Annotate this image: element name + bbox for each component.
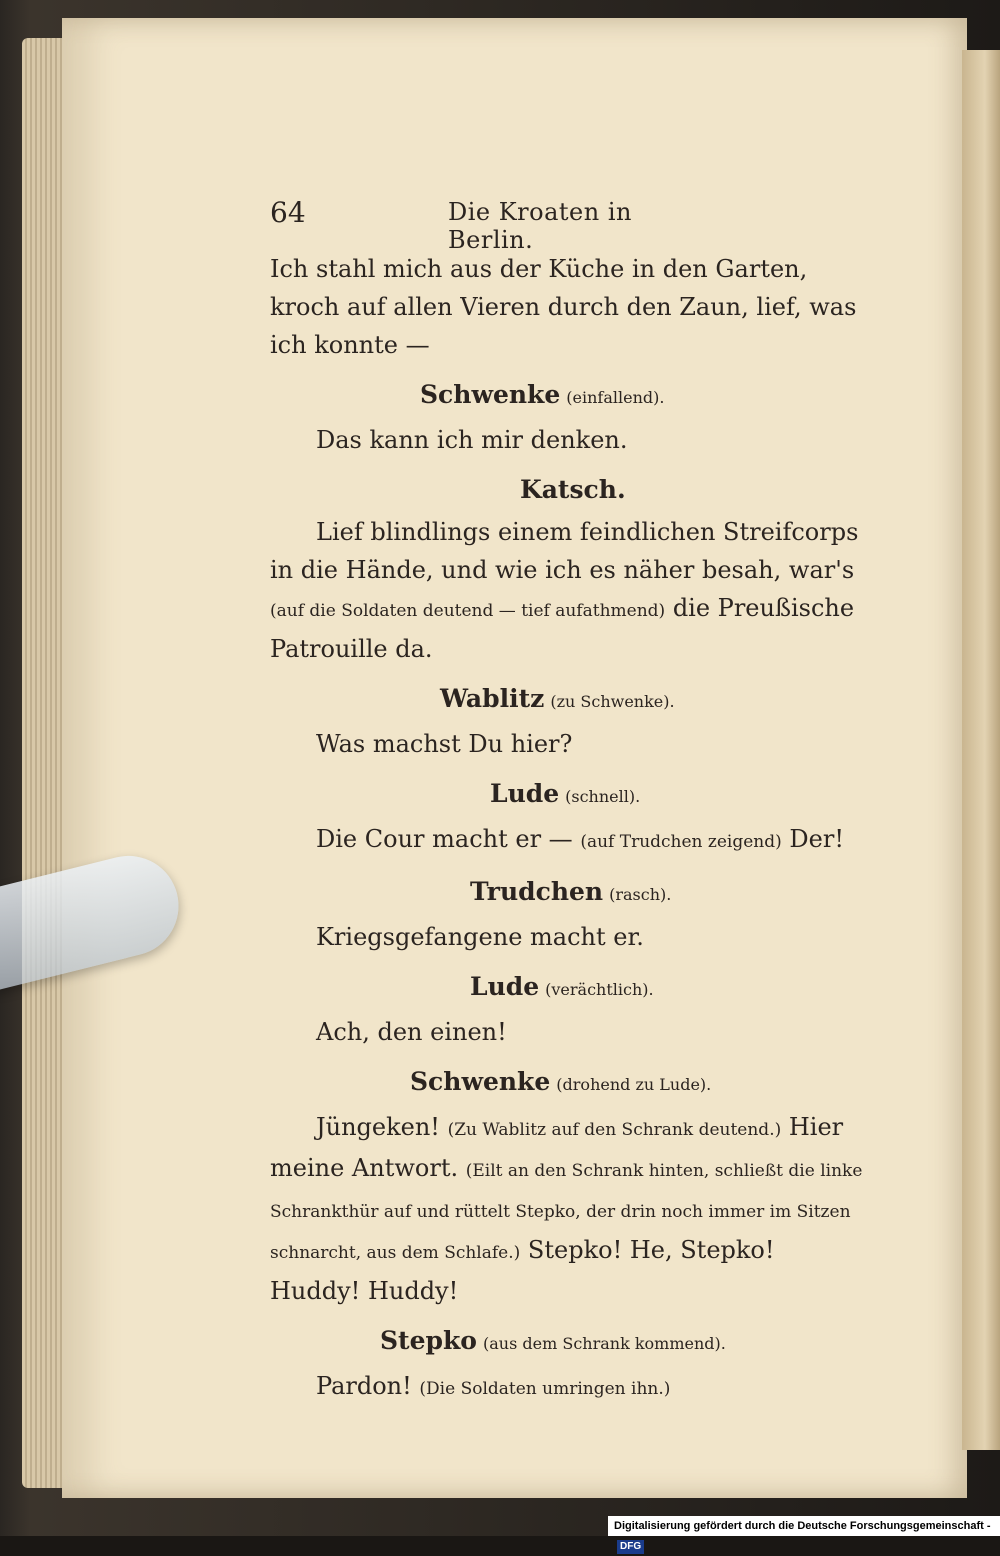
speaker-name: Katsch. bbox=[520, 475, 626, 504]
stage-direction: (Die Soldaten umringen ihn.) bbox=[419, 1379, 671, 1399]
paragraph: Ach, den einen! bbox=[316, 1018, 507, 1046]
page-header bbox=[270, 196, 690, 254]
stage-direction: (auf die Soldaten deutend — tief aufathmend) bbox=[270, 601, 666, 621]
speaker-name: Stepko bbox=[380, 1326, 477, 1355]
page-body bbox=[270, 250, 865, 1408]
stage-direction: (drohend zu Lude). bbox=[556, 1075, 712, 1094]
paragraph bbox=[270, 513, 865, 668]
dialogue-text: Lief blindlings einem feindlichen Streifcorps in die Hände, und wie ich es näher besah, war's bbox=[270, 518, 859, 584]
right-page-edge bbox=[962, 50, 1000, 1450]
paragraph: Kriegsgefangene macht er. bbox=[316, 923, 644, 951]
stage-direction: (aus dem Schrank kommend). bbox=[483, 1334, 726, 1353]
dfg-logo: DFG bbox=[617, 1540, 644, 1554]
speaker-line bbox=[520, 473, 865, 507]
speaker-name: Trudchen bbox=[470, 877, 604, 906]
page-number: 64 bbox=[270, 196, 306, 229]
speaker-line bbox=[470, 970, 865, 1007]
speaker-line bbox=[420, 378, 865, 415]
dialogue-text: Jüngeken! bbox=[316, 1113, 440, 1141]
paragraph: Ich stahl mich aus der Küche in den Garten, kroch auf allen Vieren durch den Zaun, lief, was ich konnte — bbox=[270, 255, 857, 359]
dialogue-text: die Preußische Patrouille da. bbox=[270, 594, 855, 663]
dialogue-text: Stepko! He, Stepko! Huddy! Huddy! bbox=[270, 1236, 775, 1305]
speaker-line bbox=[440, 682, 865, 719]
paragraph bbox=[270, 1367, 865, 1408]
footer-text: Digitalisierung gefördert durch die Deutsche Forschungsgemeinschaft - bbox=[614, 1520, 991, 1532]
stage-direction: (schnell). bbox=[565, 787, 641, 806]
stage-direction: (rasch). bbox=[609, 885, 672, 904]
speaker-line bbox=[490, 777, 865, 814]
dialogue-text: Die Cour macht er — bbox=[316, 825, 573, 853]
speaker-name: Wablitz bbox=[440, 684, 545, 713]
dialogue-text: Pardon! bbox=[316, 1372, 412, 1400]
dialogue-text: Hier meine Antwort. bbox=[270, 1113, 844, 1182]
stage-direction: (einfallend). bbox=[566, 388, 665, 407]
speaker-name: Schwenke bbox=[410, 1067, 551, 1096]
speaker-name: Lude bbox=[490, 779, 560, 808]
paragraph: Was machst Du hier? bbox=[316, 730, 573, 758]
speaker-name: Schwenke bbox=[420, 380, 561, 409]
speaker-name: Lude bbox=[470, 972, 540, 1001]
stage-direction: (zu Schwenke). bbox=[550, 692, 675, 711]
paragraph bbox=[270, 820, 865, 861]
running-title: Die Kroaten in Berlin. bbox=[448, 198, 632, 254]
paragraph: Das kann ich mir denken. bbox=[316, 426, 628, 454]
digitization-footer bbox=[608, 1516, 1000, 1552]
stage-direction: (Eilt an den Schrank hinten, schließt die linke Schrankthür auf und rüttelt Stepko, der drin noch immer im Sitzen schnarcht, aus dem Schlafe.) bbox=[270, 1161, 863, 1263]
stage-direction: (auf Trudchen zeigend) bbox=[580, 832, 782, 852]
paragraph bbox=[270, 1108, 865, 1310]
stage-direction: (verächtlich). bbox=[545, 980, 654, 999]
stage-direction: (Zu Wablitz auf den Schrank deutend.) bbox=[447, 1120, 782, 1140]
speaker-line bbox=[470, 875, 865, 912]
speaker-line bbox=[380, 1324, 865, 1361]
speaker-line bbox=[410, 1065, 865, 1102]
dialogue-text: Der! bbox=[789, 825, 844, 853]
